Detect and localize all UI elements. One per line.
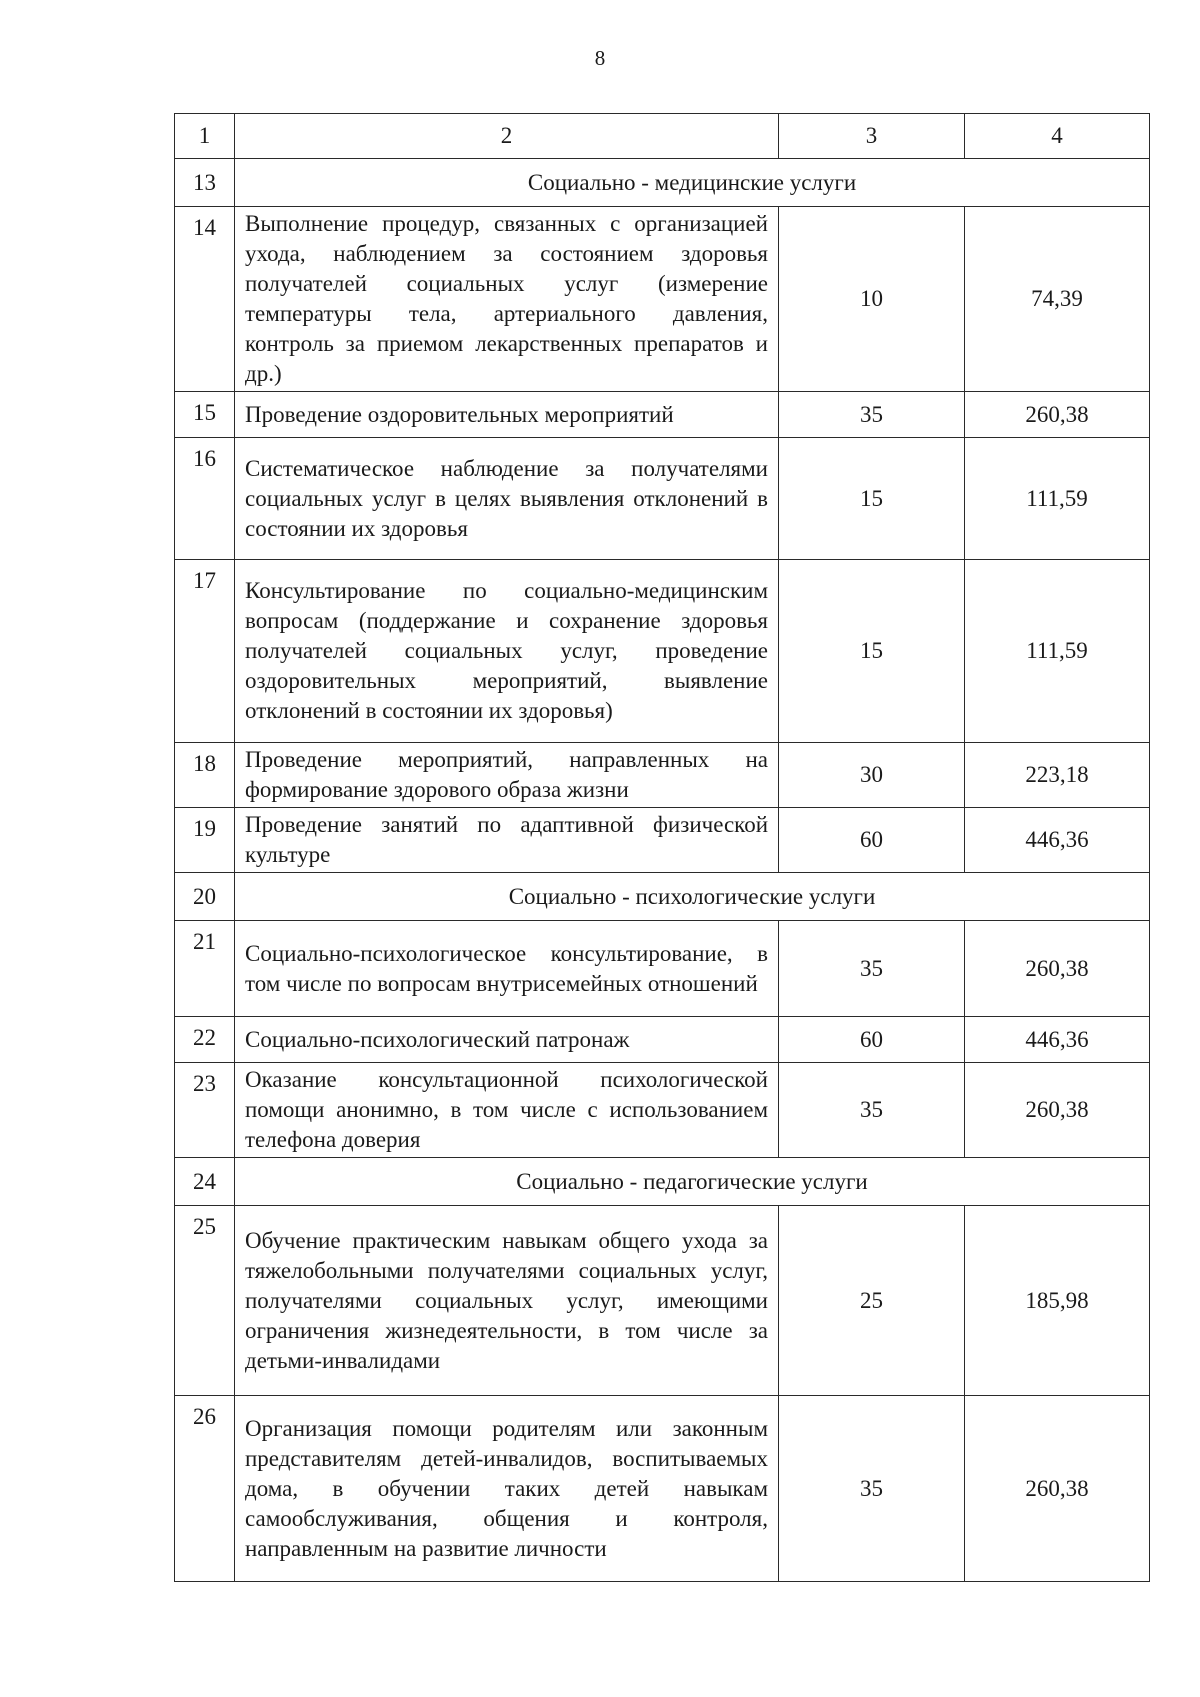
table-row bbox=[175, 1017, 1150, 1063]
service-tariff-value: 260,38 bbox=[965, 1063, 1150, 1158]
service-time-value: 10 bbox=[779, 207, 965, 392]
header-col-4: 4 bbox=[965, 114, 1150, 159]
service-tariff-value: 260,38 bbox=[965, 921, 1150, 1017]
service-tariff-value: 446,36 bbox=[965, 808, 1150, 873]
row-number: 21 bbox=[175, 921, 235, 1017]
service-description: Организация помощи родителям или законным представителям детей-инвалидов, воспитываемых дома, в обучении таких детей навыкам самообслуживания, общения и контроля, направленным на развитие личности bbox=[235, 1396, 779, 1582]
service-description: Социально-психологическое консультирование, в том числе по вопросам внутрисемейных отношений bbox=[235, 921, 779, 1017]
service-time-value: 15 bbox=[779, 560, 965, 743]
table-row bbox=[175, 438, 1150, 560]
table-header-row bbox=[175, 114, 1150, 159]
service-time-value: 35 bbox=[779, 392, 965, 438]
service-tariff-value: 260,38 bbox=[965, 392, 1150, 438]
service-description: Консультирование по социально-медицинским вопросам (поддержание и сохранение здоровья получателей социальных услуг, проведение оздоровительных мероприятий, выявление отклонений в состоянии их здоровья) bbox=[235, 560, 779, 743]
header-col-2: 2 bbox=[235, 114, 779, 159]
services-table bbox=[174, 113, 1150, 1582]
section-title: Социально - медицинские услуги bbox=[235, 159, 1150, 207]
row-number: 22 bbox=[175, 1017, 235, 1063]
row-number: 13 bbox=[175, 159, 235, 207]
table-row bbox=[175, 392, 1150, 438]
service-tariff-value: 185,98 bbox=[965, 1206, 1150, 1396]
row-number: 14 bbox=[175, 207, 235, 392]
service-description: Проведение мероприятий, направленных на формирование здорового образа жизни bbox=[235, 743, 779, 808]
service-time-value: 15 bbox=[779, 438, 965, 560]
service-description: Проведение занятий по адаптивной физической культуре bbox=[235, 808, 779, 873]
table-row bbox=[175, 808, 1150, 873]
row-number: 17 bbox=[175, 560, 235, 743]
table-row bbox=[175, 1063, 1150, 1158]
service-tariff-value: 74,39 bbox=[965, 207, 1150, 392]
service-time-value: 60 bbox=[779, 1017, 965, 1063]
row-number: 16 bbox=[175, 438, 235, 560]
service-description: Выполнение процедур, связанных с организацией ухода, наблюдением за состоянием здоровья получателей социальных услуг (измерение температуры тела, артериального давления, контроль за приемом лекарственных препаратов и др.) bbox=[235, 207, 779, 392]
table-row bbox=[175, 743, 1150, 808]
row-number: 20 bbox=[175, 873, 235, 921]
service-time-value: 35 bbox=[779, 921, 965, 1017]
service-time-value: 60 bbox=[779, 808, 965, 873]
service-description: Социально-психологический патронаж bbox=[235, 1017, 779, 1063]
page-number: 8 bbox=[594, 46, 606, 70]
table-row bbox=[175, 560, 1150, 743]
row-number: 26 bbox=[175, 1396, 235, 1582]
row-number: 19 bbox=[175, 808, 235, 873]
section-header-row bbox=[175, 159, 1150, 207]
service-description: Обучение практическим навыкам общего ухода за тяжелобольными получателями социальных услуг, получателями социальных услуг, имеющими ограничения жизнедеятельности, в том числе за детьми-инвалидами bbox=[235, 1206, 779, 1396]
service-tariff-value: 446,36 bbox=[965, 1017, 1150, 1063]
service-time-value: 35 bbox=[779, 1396, 965, 1582]
row-number: 15 bbox=[175, 392, 235, 438]
row-number: 23 bbox=[175, 1063, 235, 1158]
service-time-value: 30 bbox=[779, 743, 965, 808]
service-tariff-value: 223,18 bbox=[965, 743, 1150, 808]
section-title: Социально - психологические услуги bbox=[235, 873, 1150, 921]
table-row bbox=[175, 1206, 1150, 1396]
section-title: Социально - педагогические услуги bbox=[235, 1158, 1150, 1206]
service-tariff-value: 111,59 bbox=[965, 560, 1150, 743]
row-number: 18 bbox=[175, 743, 235, 808]
table-row bbox=[175, 207, 1150, 392]
service-description: Оказание консультационной психологической помощи анонимно, в том числе с использованием телефона доверия bbox=[235, 1063, 779, 1158]
service-description: Систематическое наблюдение за получателями социальных услуг в целях выявления отклонений в состоянии их здоровья bbox=[235, 438, 779, 560]
row-number: 25 bbox=[175, 1206, 235, 1396]
service-description: Проведение оздоровительных мероприятий bbox=[235, 392, 779, 438]
service-tariff-value: 260,38 bbox=[965, 1396, 1150, 1582]
service-tariff-value: 111,59 bbox=[965, 438, 1150, 560]
row-number: 24 bbox=[175, 1158, 235, 1206]
section-header-row bbox=[175, 873, 1150, 921]
header-col-1: 1 bbox=[175, 114, 235, 159]
section-header-row bbox=[175, 1158, 1150, 1206]
header-col-3: 3 bbox=[779, 114, 965, 159]
table-row bbox=[175, 1396, 1150, 1582]
services-table-body bbox=[175, 114, 1150, 1582]
table-row bbox=[175, 921, 1150, 1017]
service-time-value: 25 bbox=[779, 1206, 965, 1396]
service-time-value: 35 bbox=[779, 1063, 965, 1158]
